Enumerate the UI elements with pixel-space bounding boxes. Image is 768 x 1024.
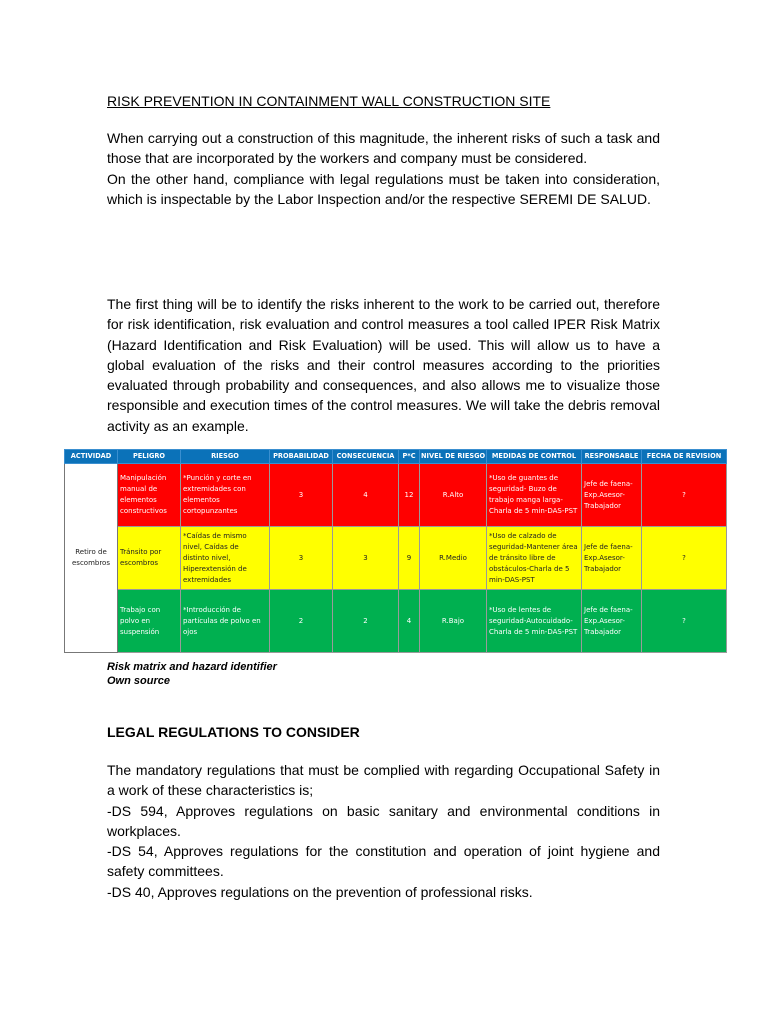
intro-paragraph: [107, 128, 660, 209]
intro-text: When carrying out a construction of this magnitude, the inherent risks of such a task and those that are incorporated by the workers and company must be considered.: [107, 130, 660, 167]
legal-intro-text: On the other hand, compliance with legal regulations must be taken into consideration, which is inspectable by the Labor Inspection and/or the respective SEREMI DE SALUD.: [107, 170, 660, 207]
activity-cell: Retiro de escombros: [65, 464, 118, 653]
matrix-row-high: [65, 464, 727, 527]
medidas-cell: *Uso de lentes de seguridad-Autocuidado-Charla de 5 min-DAS-PST: [487, 590, 582, 653]
responsable-cell: Jefe de faena-Exp.Asesor-Trabajador: [582, 590, 642, 653]
riesgo-cell: *Caídas de mismo nivel, Caídas de distinto nivel, Hiperextensión de extremidades: [181, 527, 270, 590]
nivel-cell: R.Alto: [420, 464, 487, 527]
medidas-cell: *Uso de guantes de seguridad- Buzo de trabajo manga larga-Charla de 5 min-DAS-PST: [487, 464, 582, 527]
consecuencia-cell: 3: [333, 527, 399, 590]
header-peligro: PELIGRO: [118, 450, 181, 464]
pc-cell: 4: [399, 590, 420, 653]
document-title: RISK PREVENTION IN CONTAINMENT WALL CONSTRUCTION SITE: [107, 93, 551, 109]
regulation-item: -DS 594, Approves regulations on basic sanitary and environmental conditions in workplaces.: [107, 802, 660, 839]
matrix-row-low: [65, 590, 727, 653]
responsable-cell: Jefe de faena-Exp.Asesor-Trabajador: [582, 527, 642, 590]
header-responsable: RESPONSABLE: [582, 450, 642, 464]
probabilidad-cell: 2: [270, 590, 333, 653]
peligro-cell: Tránsito por escombros: [118, 527, 181, 590]
legal-heading: LEGAL REGULATIONS TO CONSIDER: [107, 724, 360, 740]
header-actividad: ACTIVIDAD: [65, 450, 118, 464]
legal-regulations-paragraph: [107, 760, 660, 902]
riesgo-cell: *Punción y corte en extremidades con elementos cortopunzantes: [181, 464, 270, 527]
caption-title: Risk matrix and hazard identifier: [107, 661, 277, 673]
header-riesgo: RIESGO: [181, 450, 270, 464]
header-probabilidad: PROBABILIDAD: [270, 450, 333, 464]
caption-source: Own source: [107, 675, 170, 687]
risk-matrix-table: [64, 449, 727, 653]
header-nivel: NIVEL DE RIESGO: [420, 450, 487, 464]
pc-cell: 12: [399, 464, 420, 527]
probabilidad-cell: 3: [270, 527, 333, 590]
header-pc: P*C: [399, 450, 420, 464]
matrix-intro-paragraph: The first thing will be to identify the risks inherent to the work to be carried out, therefore for risk identification, risk evaluation and control measures a tool called IPER Risk Matrix (Hazard Identification and Risk Evaluation) will be used. This will allow us to have a global evaluation of the risks and their control measures according to the priorities evaluated through probability and consequences, and also allows me to visualize those responsible and execution times of the control measures. We will take the debris removal activity as an example.: [107, 296, 660, 434]
nivel-cell: R.Medio: [420, 527, 487, 590]
matrix-header-row: [65, 450, 727, 464]
peligro-cell: Manipulación manual de elementos constructivos: [118, 464, 181, 527]
fecha-cell: ?: [642, 590, 727, 653]
regulation-item: -DS 40, Approves regulations on the prevention of professional risks.: [107, 883, 533, 900]
nivel-cell: R.Bajo: [420, 590, 487, 653]
consecuencia-cell: 4: [333, 464, 399, 527]
fecha-cell: ?: [642, 464, 727, 527]
risk-matrix: [64, 449, 726, 656]
regulation-item: -DS 54, Approves regulations for the constitution and operation of joint hygiene and safety committees.: [107, 843, 660, 880]
fecha-cell: ?: [642, 527, 727, 590]
header-medidas: MEDIDAS DE CONTROL: [487, 450, 582, 464]
matrix-caption: [107, 660, 277, 688]
responsable-cell: Jefe de faena-Exp.Asesor-Trabajador: [582, 464, 642, 527]
matrix-row-medium: [65, 527, 727, 590]
legal-intro: The mandatory regulations that must be complied with regarding Occupational Safety in a work of these characteristics is;: [107, 762, 660, 799]
pc-cell: 9: [399, 527, 420, 590]
header-fecha: FECHA DE REVISION: [642, 450, 727, 464]
peligro-cell: Trabajo con polvo en suspensión: [118, 590, 181, 653]
probabilidad-cell: 3: [270, 464, 333, 527]
consecuencia-cell: 2: [333, 590, 399, 653]
riesgo-cell: *Introducción de partículas de polvo en ojos: [181, 590, 270, 653]
header-consecuencia: CONSECUENCIA: [333, 450, 399, 464]
medidas-cell: *Uso de calzado de seguridad-Mantener área de tránsito libre de obstáculos-Charla de 5 min-DAS-PST: [487, 527, 582, 590]
